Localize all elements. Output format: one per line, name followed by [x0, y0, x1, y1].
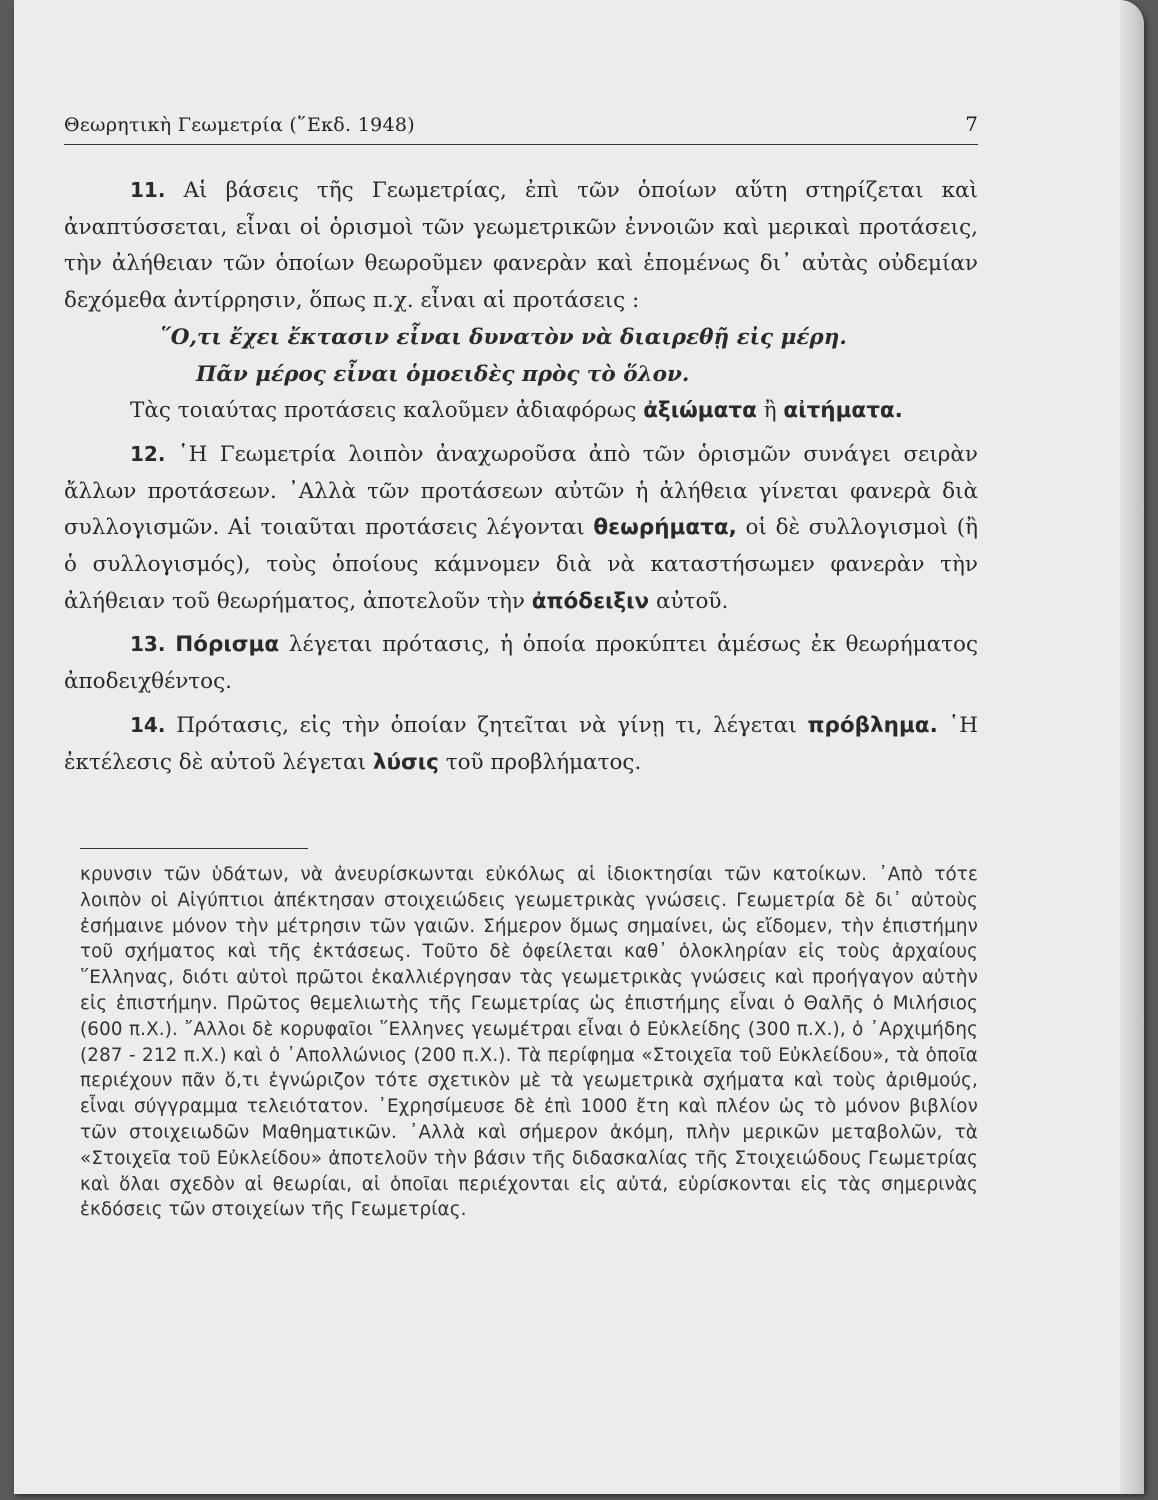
footnote-rule: [80, 848, 308, 849]
section-text: τοῦ προβλήματος.: [445, 749, 642, 775]
section-number: 12.: [130, 441, 166, 466]
running-header: [64, 110, 978, 145]
or-word: ἢ: [763, 398, 777, 424]
section-text: ῾Η Γεωμετρία λοιπὸν ἀναχωροῦσα ἀπὸ τῶν ὁρισμῶν συνάγει σειρὰν ἄλλων προτάσεων. ᾿Αλλὰ τῶν προτάσεων αὐτῶν ἡ ἀλήθεια γίνεται φανερὰ διὰ συλλογισμῶν. Αἱ τοιαῦται προτάσεις λέγονται: [64, 441, 978, 541]
running-title: Θεωρητικὴ Γεωμετρία (῞Εκδ. 1948): [64, 114, 415, 136]
main-text: [64, 172, 978, 781]
book-page: [14, 0, 1144, 1494]
section-11: [64, 172, 978, 320]
page-number: 7: [965, 112, 978, 136]
term-aitimata: αἰτήματα.: [783, 398, 903, 424]
axiom-1: ῞Ο,τι ἔχει ἔκτασιν εἶναι δυνατὸν νὰ διαιρεθῇ εἰς μέρη.: [160, 324, 847, 350]
axiom-2: Πᾶν μέρος εἶναι ὁμοειδὲς πρὸς τὸ ὅλον.: [196, 361, 690, 387]
footnote-text: κρυνσιν τῶν ὑδάτων, νὰ ἀνευρίσκωνται εὐκόλως αἱ ἰδιοκτησίαι τῶν κατοίκων. ᾿Απὸ τότε λοιπὸν οἱ Αἰγύπτιοι ἀπέκτησαν στοιχειώδεις γεωμετρικὰς γνώσεις. Γεωμετρία δὲ δι᾽ αὐτοὺς ἐσήμαινε μόνον τὴν μέτρησιν τῶν γαιῶν. Σήμερον ὅμως σημαίνει, ὡς εἴδομεν, τὴν ἐπιστήμην τοῦ σχήματος καὶ τῆς ἐκτάσεως. Τοῦτο δὲ ὀφείλεται καθ᾽ ὁλοκληρίαν εἰς τοὺς ἀρχαίους ῞Ελληνας, διότι αὐτοὶ πρῶτοι ἐκαλλιέργησαν τὰς γεωμετρικὰς γνώσεις καὶ προήγαγον αὐτὴν εἰς ἐπιστήμην. Πρῶτος θεμελιωτὴς τῆς Γεωμετρίας ὡς ἐπιστήμης εἶναι ὁ Θαλῆς ὁ Μιλήσιος (600 π.Χ.). ῎Αλλοι δὲ κορυφαῖοι ῞Ελληνες γεωμέτραι εἶναι ὁ Εὐκλείδης (300 π.Χ.), ὁ ᾿Αρχιμήδης (287 - 212 π.Χ.) καὶ ὁ ᾿Απολλώνιος (200 π.Χ.). Τὰ περίφημα «Στοιχεῖα τοῦ Εὐκλείδου», τὰ ὁποῖα περιέχουν πᾶν ὅ,τι ἐγνώριζον τότε σχετικὸν μὲ τὰ γεωμετρικὰ σχήματα καὶ τοὺς ἀριθμούς, εἶναι σύγγραμμα τελειότατον. ᾿Εχρησίμευσε δὲ ἐπὶ 1000 ἔτη καὶ πλέον ὡς τὸ μόνον βιβλίον τῶν στοιχειωδῶν Μαθηματικῶν. ᾿Αλλὰ καὶ σήμερον ἀκόμη, πλὴν μερικῶν μεταβολῶν, τὰ «Στοιχεῖα τοῦ Εὐκλείδου» ἀποτελοῦν τὴν βάσιν τῆς διδασκαλίας τῆς Στοιχειώδους Γεωμετρίας καὶ ὅλαι σχεδὸν αἱ θεωρίαι, αἱ ὁποῖαι περιέχονται εἰς αὐτά, εὑρίσκονται εἰς τὰς σημερινὰς ἐκδόσεις τῶν στοιχείων τῆς Γεωμετρίας.: [80, 864, 978, 1221]
section-number: 11.: [130, 178, 166, 202]
section-text: οἱ δὲ συλλογισμοὶ (ἢ ὁ συλλογισμός), τοὺς ὁποίους κάμνομεν διὰ νὰ καταστήσωμεν φανερὰν τὴν ἀλήθειαν τοῦ θεωρήματος, ἀποτελοῦν τὴν: [64, 515, 978, 614]
term-axiomata: ἀξιώματα: [643, 398, 757, 424]
term-lysis: λύσις: [372, 749, 439, 775]
page-edge: [1120, 0, 1144, 1494]
section-text: Τὰς τοιαύτας προτάσεις καλοῦμεν ἀδιαφόρως: [130, 398, 637, 424]
section-text: ῾Η ἐκτέλεσις δὲ αὐτοῦ λέγεται: [64, 712, 978, 775]
term-apodeixin: ἀπόδειξιν: [531, 588, 650, 614]
term-theoremata: θεωρήματα,: [593, 515, 737, 541]
section-text: λέγεται πρότασις, ἡ ὁποία προκύπτει ἀμέσως ἐκ θεωρήματος ἀποδειχθέντος.: [64, 632, 978, 695]
section-text: Αἱ βάσεις τῆς Γεωμετρίας, ἐπὶ τῶν ὁποίων αὕτη στηρίζεται καὶ ἀναπτύσσεται, εἶναι οἱ ὁρισμοὶ τῶν γεωμετρικῶν ἐννοιῶν καὶ μερικαὶ προτάσεις, τὴν ἀλήθειαν τῶν ὁποίων θεωροῦμεν φανερὰν καὶ ἑπομένως δι᾽ αὐτὰς οὐδεμίαν δεχόμεθα ἀντίρρησιν, ὅπως π.χ. εἶναι αἱ προτάσεις :: [64, 178, 978, 314]
section-13: [64, 626, 978, 700]
section-text: αὐτοῦ.: [655, 588, 729, 614]
section-number: 14.: [130, 712, 166, 737]
section-14: [64, 707, 978, 781]
section-11-continuation: [64, 393, 978, 430]
section-12: [64, 436, 978, 621]
section-number: 13.: [130, 632, 166, 657]
term-porisma: Πόρισμα: [175, 632, 280, 658]
term-provlima: πρόβλημα.: [807, 712, 938, 738]
section-text: Πρότασις, εἰς τὴν ὁποίαν ζητεῖται νὰ γίνῃ τι, λέγεται: [176, 712, 797, 738]
